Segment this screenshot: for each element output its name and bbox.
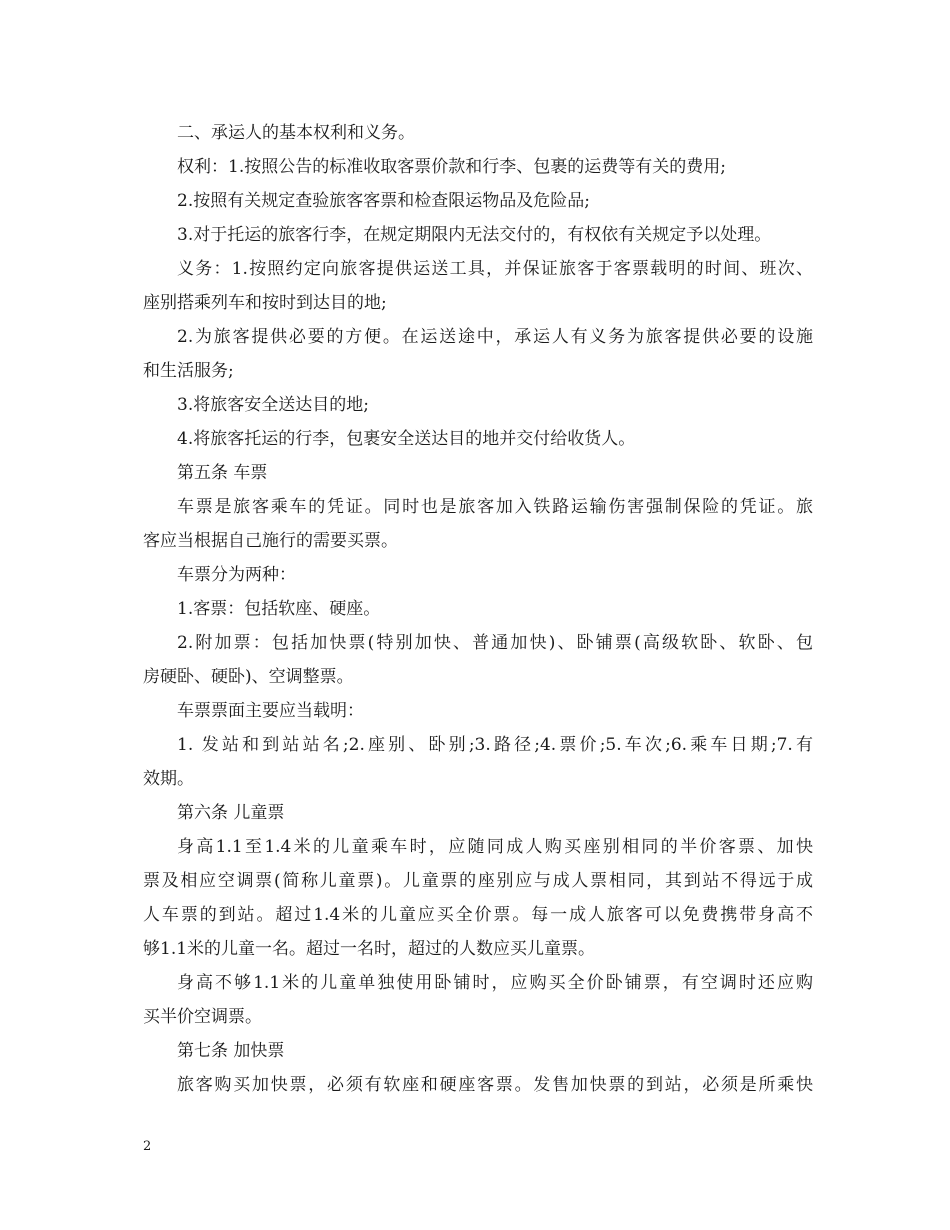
article-heading: 第五条 车票 <box>177 463 268 483</box>
paragraph-line: 座别搭乘列车和按时到达目的地; <box>143 293 387 313</box>
paragraph-line: 房硬卧、硬卧)、空调整票。 <box>143 667 354 687</box>
section-heading: 二、承运人的基本权利和义务。 <box>177 123 415 143</box>
document-body <box>143 116 813 1102</box>
paragraph-line: 和生活服务; <box>143 361 234 381</box>
paragraph-line: 车票是旅客乘车的凭证。同时也是旅客加入铁路运输伤害强制保险的凭证。旅 <box>177 497 813 517</box>
paragraph-line: 4.将旅客托运的行李，包裹安全送达目的地并交付给收货人。 <box>177 429 636 449</box>
page-number: 2 <box>143 1139 152 1154</box>
paragraph-line: 3.将旅客安全送达目的地; <box>177 395 369 415</box>
paragraph-line: 够1.1米的儿童一名。超过一名时，超过的人数应买儿童票。 <box>143 939 596 959</box>
paragraph-line: 1. 发站和到站站名;2.座别、卧别;3.路径;4.票价;5.车次;6.乘车日期;7.有 <box>177 735 813 755</box>
paragraph-line: 车票票面主要应当载明： <box>177 701 364 721</box>
paragraph-line: 效期。 <box>143 769 194 789</box>
article-heading: 第六条 儿童票 <box>177 803 285 823</box>
paragraph-line: 旅客购买加快票，必须有软座和硬座客票。发售加快票的到站，必须是所乘快 <box>177 1075 813 1095</box>
paragraph-line: 买半价空调票。 <box>143 1007 262 1027</box>
paragraph-line: 客应当根据自己施行的需要买票。 <box>143 531 398 551</box>
paragraph-line: 身高1.1至1.4米的儿童乘车时，应随同成人购买座别相同的半价客票、加快 <box>177 837 813 857</box>
paragraph-line: 3.对于托运的旅客行李，在规定期限内无法交付的，有权依有关规定予以处理。 <box>177 225 772 245</box>
paragraph-line: 义务：1.按照约定向旅客提供运送工具，并保证旅客于客票载明的时间、班次、 <box>177 259 813 279</box>
paragraph-line: 车票分为两种： <box>177 565 296 585</box>
paragraph-line: 1.客票：包括软座、硬座。 <box>177 599 381 619</box>
paragraph-line: 2.附加票：包括加快票(特别加快、普通加快)、卧铺票(高级软卧、软卧、包 <box>177 633 813 653</box>
paragraph-line: 身高不够1.1米的儿童单独使用卧铺时，应购买全价卧铺票，有空调时还应购 <box>177 973 813 993</box>
paragraph-line: 2.按照有关规定查验旅客客票和检查限运物品及危险品; <box>177 191 590 211</box>
paragraph-line: 人车票的到站。超过1.4米的儿童应买全价票。每一成人旅客可以免费携带身高不 <box>143 905 813 925</box>
article-heading: 第七条 加快票 <box>177 1041 285 1061</box>
paragraph-line: 2.为旅客提供必要的方便。在运送途中，承运人有义务为旅客提供必要的设施 <box>177 327 813 347</box>
paragraph-line: 权利：1.按照公告的标准收取客票价款和行李、包裹的运费等有关的费用; <box>177 157 726 177</box>
paragraph-line: 票及相应空调票(简称儿童票)。儿童票的座别应与成人票相同，其到站不得远于成 <box>143 871 813 891</box>
